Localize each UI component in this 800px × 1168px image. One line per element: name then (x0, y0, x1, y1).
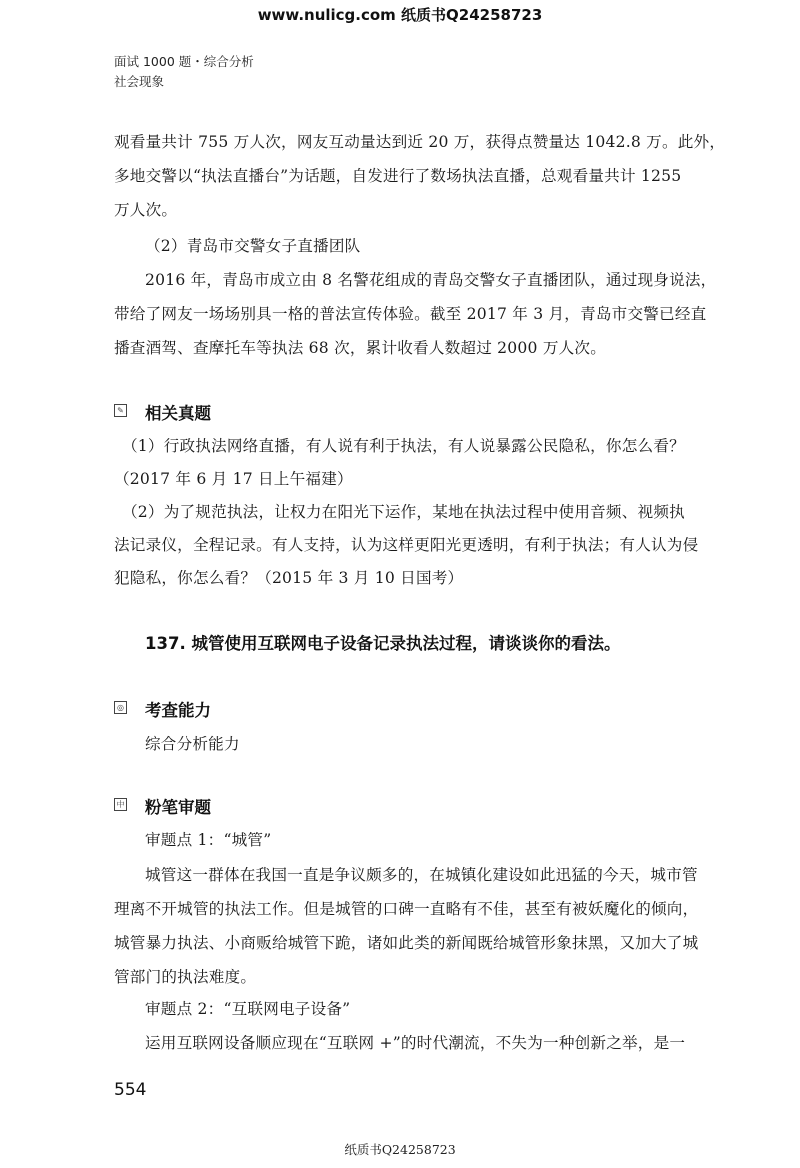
watermark-top: www.nulicg.com 纸质书Q24258723 (257, 6, 543, 24)
related-questions-title: 相关真题 (145, 404, 211, 423)
related-line: （2017 年 6 月 17 日上午福建） (114, 470, 353, 488)
review-title: 粉笔审题 (145, 798, 211, 817)
chapter-title: 社会现象 (114, 74, 165, 89)
intro-line: 观看量共计 755 万人次，网友互动量达到近 20 万，获得点赞量达 1042.8 万。此外， (114, 133, 726, 151)
book-title: 面试 1000 题・综合分析 (114, 54, 254, 69)
ability-icon: ◎ (114, 701, 127, 714)
case2-line: 2016 年，青岛市成立由 8 名警花组成的青岛交警女子直播团队，通过现身说法， (145, 271, 717, 289)
review-point1-line: 理离不开城管的执法工作。但是城管的口碑一直略有不佳，甚至有被妖魔化的倾向， (114, 900, 699, 918)
review-point1-line: 管部门的执法难度。 (114, 968, 257, 986)
case2-line: 带给了网友一场场别具一格的普法宣传体验。截至 2017 年 3 月，青岛市交警已经直 (114, 305, 707, 323)
ability-text: 综合分析能力 (145, 735, 240, 753)
review-point2-label: 审题点 2：“互联网电子设备” (145, 1000, 351, 1018)
review-point2-line: 运用互联网设备顺应现在“互联网 +”的时代潮流，不失为一种创新之举，是一 (145, 1034, 686, 1052)
related-questions-icon: ✎ (114, 404, 127, 417)
related-line: 犯隐私，你怎么看？（2015 年 3 月 10 日国考） (114, 569, 464, 587)
review-point1-label: 审题点 1：“城管” (145, 831, 272, 849)
related-line: （1）行政执法网络直播，有人说有利于执法，有人说暴露公民隐私，你怎么看？ (122, 437, 685, 455)
question-137: 137. 城管使用互联网电子设备记录执法过程，请谈谈你的看法。 (145, 634, 621, 653)
case2-heading: （2）青岛市交警女子直播团队 (145, 237, 361, 255)
review-point1-line: 城管暴力执法、小商贩给城管下跪，诸如此类的新闻既给城管形象抹黑，又加大了城 (114, 934, 699, 952)
related-line: 法记录仪，全程记录。有人支持，认为这样更阳光更透明，有利于执法；有人认为侵 (114, 536, 699, 554)
page-number: 554 (114, 1080, 147, 1100)
intro-line: 万人次。 (114, 201, 178, 219)
review-icon: 中 (114, 798, 127, 811)
ability-title: 考查能力 (145, 701, 211, 720)
intro-line: 多地交警以“执法直播台”为话题，自发进行了数场执法直播，总观看量共计 1255 (114, 167, 682, 185)
case2-line: 播查酒驾、查摩托车等执法 68 次，累计收看人数超过 2000 万人次。 (114, 339, 606, 357)
watermark-bottom: 纸质书Q24258723 (344, 1142, 456, 1157)
review-point1-line: 城管这一群体在我国一直是争议颇多的，在城镇化建设如此迅猛的今天，城市管 (145, 866, 698, 884)
related-line: （2）为了规范执法，让权力在阳光下运作，某地在执法过程中使用音频、视频执 (122, 503, 685, 521)
